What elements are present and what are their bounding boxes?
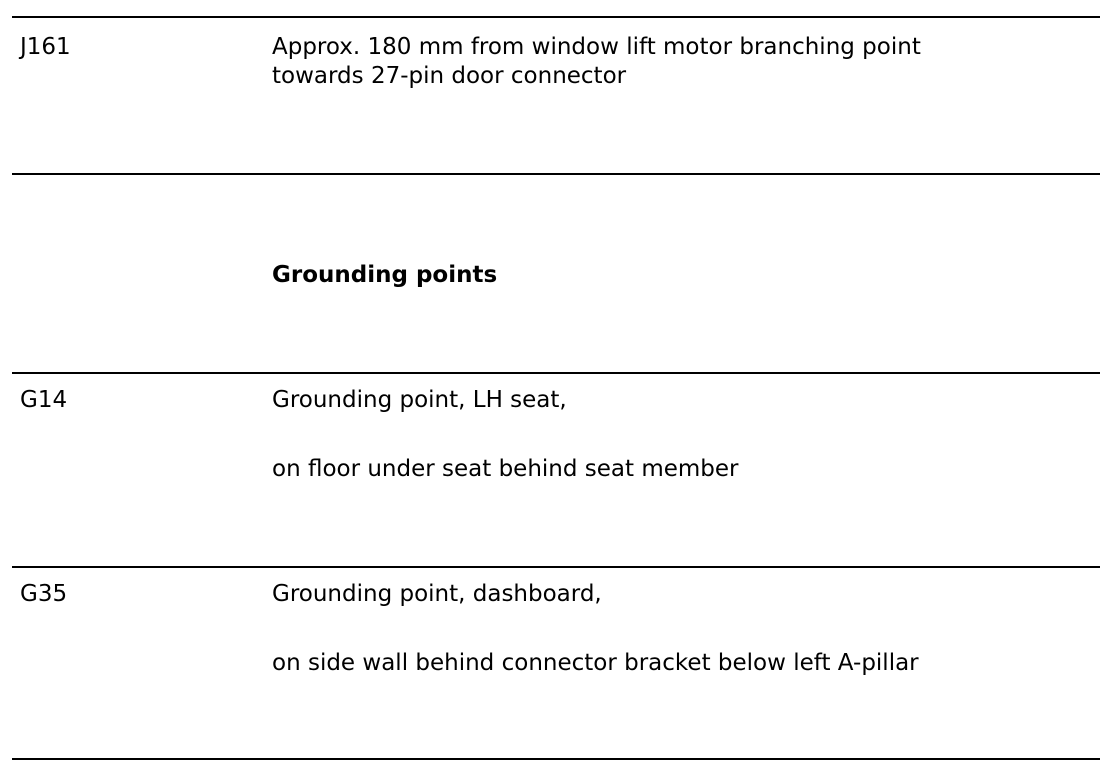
component-code: J161 — [20, 34, 71, 60]
description-line: on side wall behind connector bracket below left A-pillar — [272, 650, 919, 676]
description-line: Grounding point, dashboard, — [272, 581, 602, 607]
top-divider — [12, 16, 1100, 18]
component-code: G14 — [20, 387, 68, 413]
description-line: Approx. 180 mm from window lift motor branching point — [272, 34, 921, 60]
component-code: G35 — [20, 581, 68, 607]
row-divider — [12, 173, 1100, 175]
bottom-divider — [12, 758, 1100, 760]
description-line: Grounding point, LH seat, — [272, 387, 567, 413]
section-heading: Grounding points — [272, 262, 498, 288]
row-divider — [12, 566, 1100, 568]
description-line: on floor under seat behind seat member — [272, 456, 739, 482]
row-divider — [12, 372, 1100, 374]
description-line: towards 27-pin door connector — [272, 63, 627, 89]
